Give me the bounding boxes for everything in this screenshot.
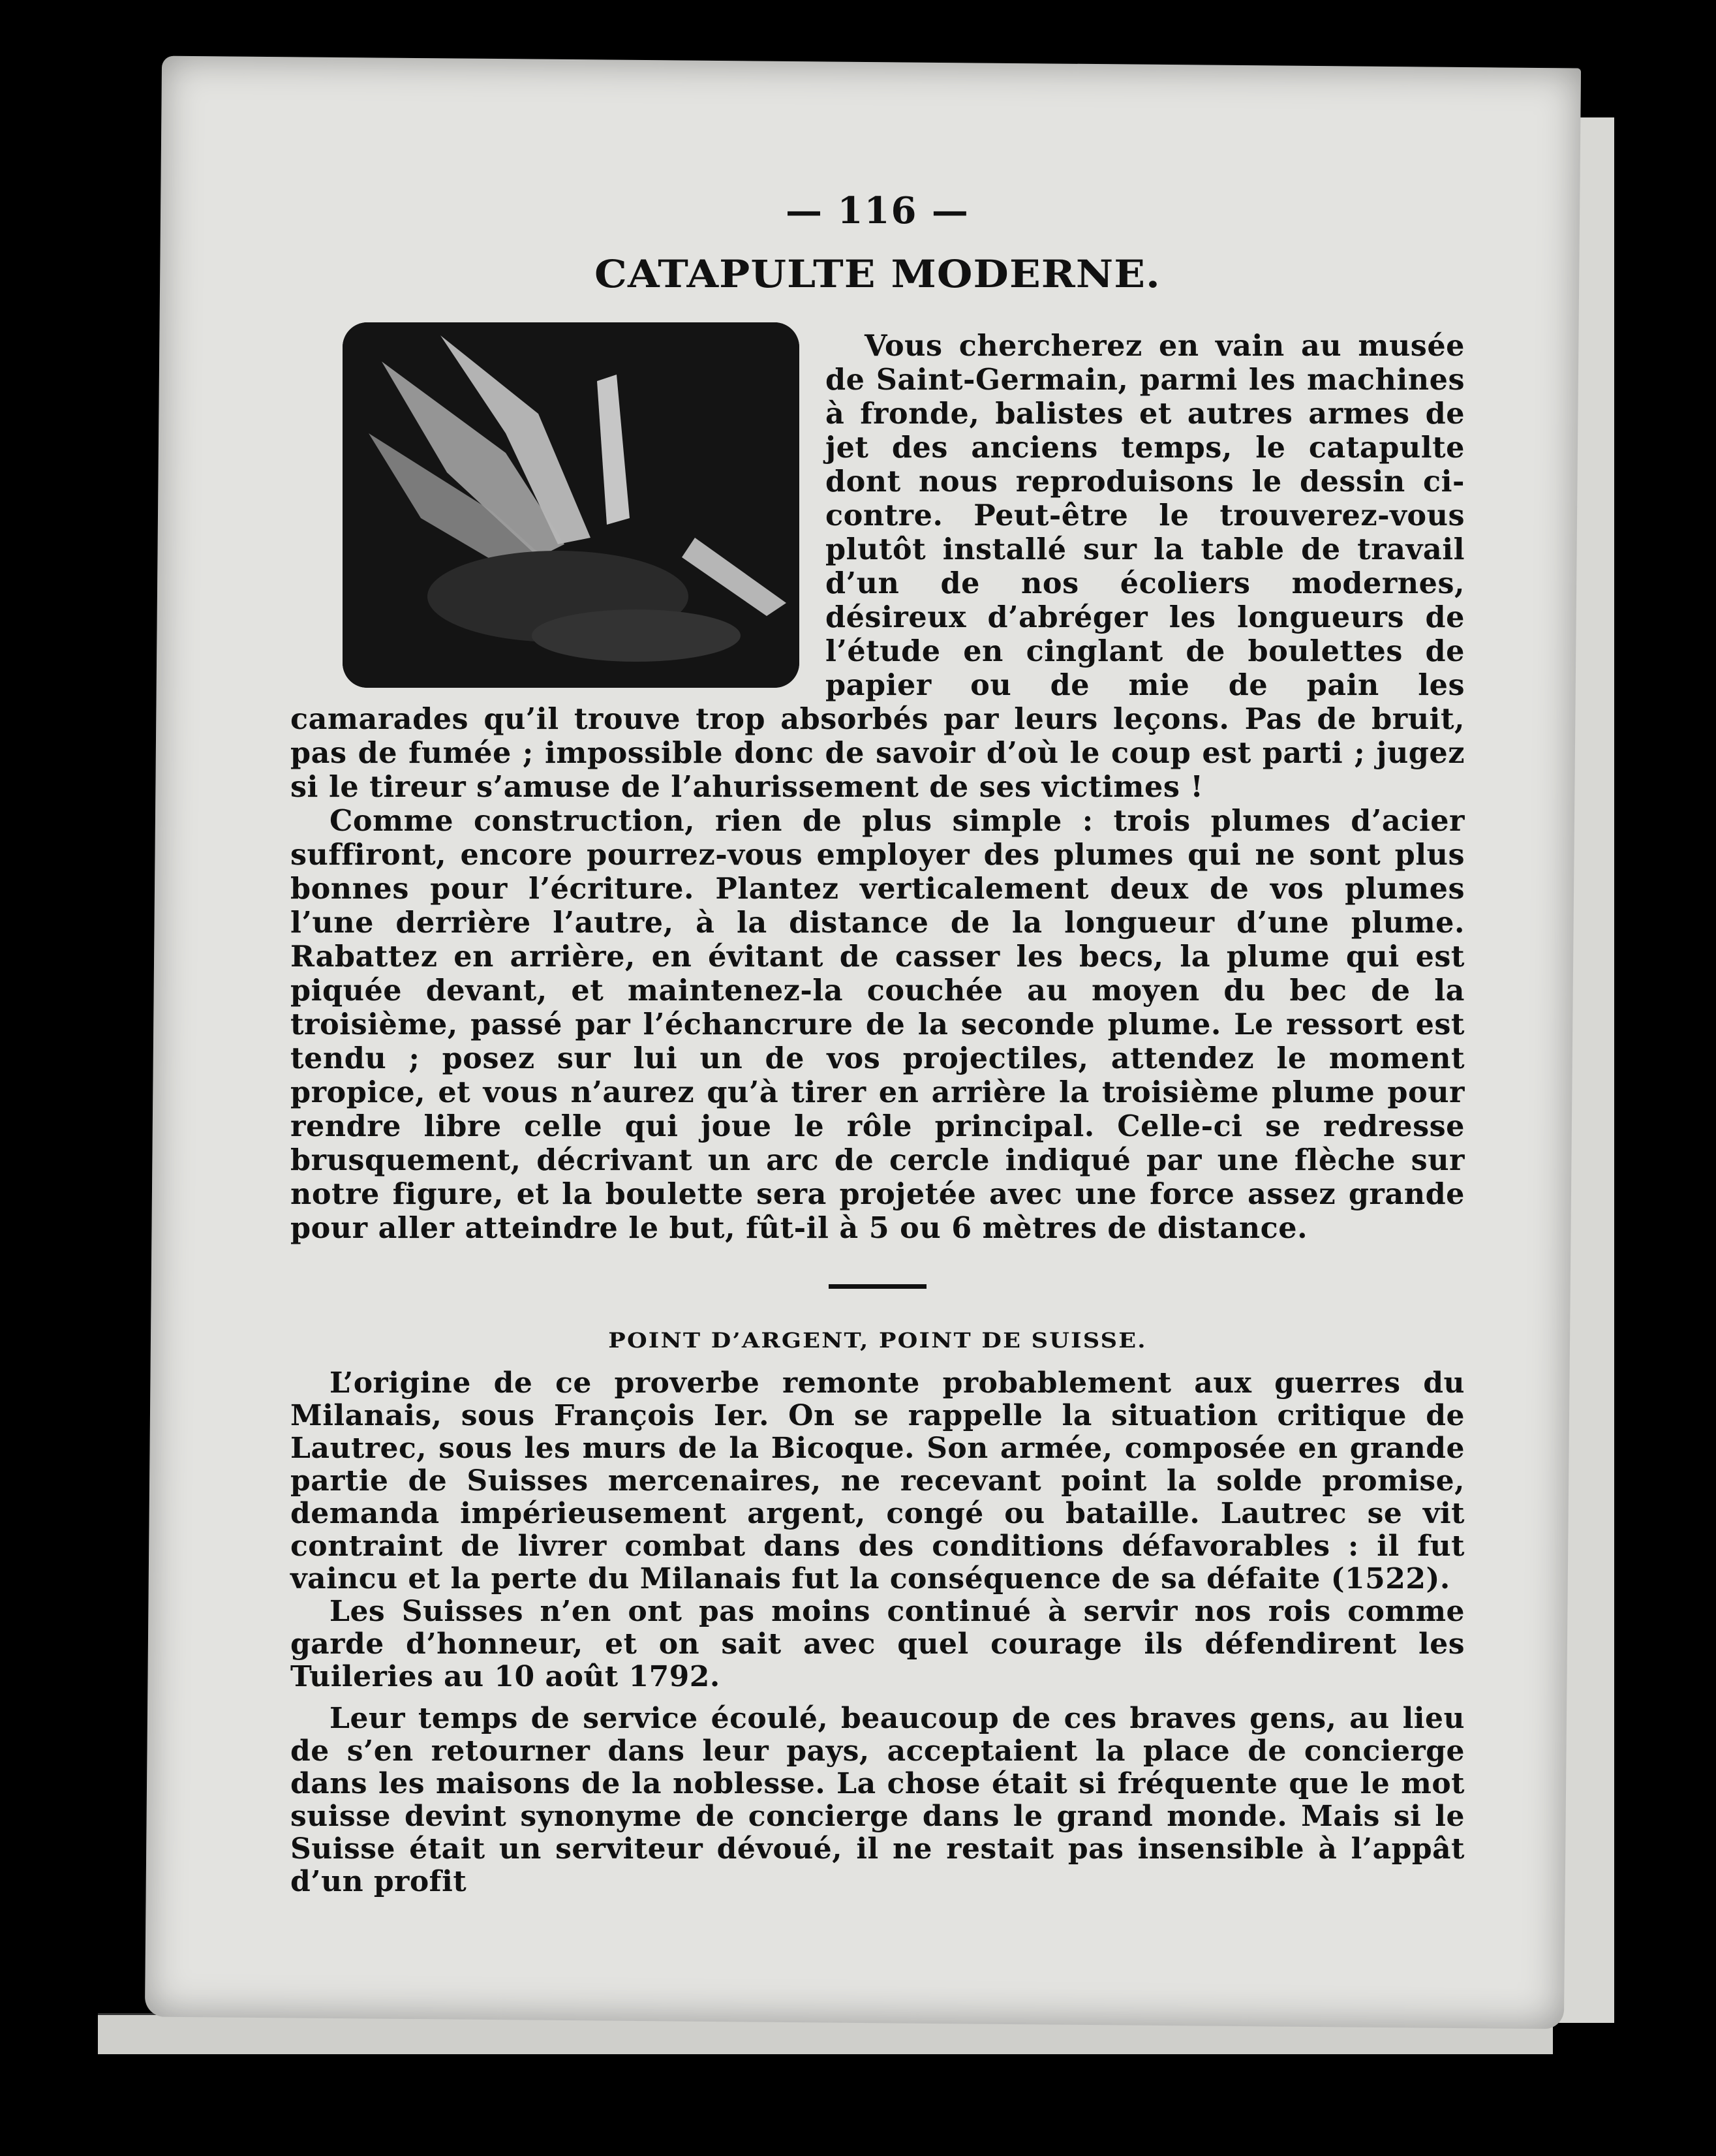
section-divider (829, 1284, 927, 1289)
article-paragraph: Vous chercherez en vain au musée de Saint-Germain, parmi les machines à fronde, balistes et autres armes de jet des anciens temps, le catapulte dont nous reproduisons le dessin ci-contre. Peut-être le trouverez-vous plutôt installé sur la table de travail d’un de nos écoliers modernes, désireux d’abréger les longueurs de l’étude en cinglant de boulettes de papier ou de mie de pain les camarades qu’il trouve trop absorbés par leurs leçons. Pas de bruit, pas de fumée ; impossible donc de savoir d’où le coup est parti ; jugez si le tireur s’amuse de l’ahurissement de ses victimes ! (290, 329, 1465, 804)
section-title: POINT D’ARGENT, POINT DE SUISSE. (608, 1328, 1147, 1353)
article-paragraph: Leur temps de service écoulé, beaucoup de ces braves gens, au lieu de s’en retourner dans leur pays, acceptaient la place de concierge dans les maisons de la noblesse. La chose était si fréquente que le mot suisse devint synonyme de concierge dans le grand monde. Mais si le Suisse était un serviteur dévoué, il ne restait pas insensible à l’appât d’un profit (290, 1702, 1465, 1898)
article-paragraph: L’origine de ce proverbe remonte probablement aux guerres du Milanais, sous François Ier. On se rappelle la situation critique de Lautrec, sous les murs de la Bicoque. Son armée, composée en grande partie de Suisses mercenaires, ne recevant point la solde promise, demanda impérieusement argent, congé ou bataille. Lautrec se vit contraint de livrer combat dans des conditions défavorables : il fut vaincu et la perte du Milanais fut la conséquence de sa défaite (1522). (290, 1366, 1465, 1595)
article-paragraph: Comme construction, rien de plus simple : trois plumes d’acier suffiront, encore pourrez-vous employer des plumes qui ne sont plus bonnes pour l’écriture. Plantez verticalement deux de vos plumes l’une derrière l’autre, à la distance de la longueur d’une plume. Rabattez en arrière, en évitant de casser les becs, la plume qui est piquée devant, et maintenez-la couchée au moyen du bec de la troisième, passé par l’échancrure de la seconde plume. Le ressort est tendu ; posez sur lui un de vos projectiles, attendez le moment propice, et vous n’aurez qu’à tirer en arrière la troisième plume pour rendre libre celle qui joue le rôle principal. Celle-ci se redresse brusquement, décrivant un arc de cercle indiqué par une flèche sur notre figure, et la boulette sera projetée avec une force assez grande pour aller atteindre le but, fût-il à 5 ou 6 mètres de distance. (290, 804, 1465, 1245)
catapult-illustration-icon (343, 322, 799, 688)
second-article (290, 1328, 1465, 1898)
article-title: CATAPULTE MODERNE. (594, 252, 1161, 296)
page-number: — 116 — (786, 189, 970, 232)
page-content (290, 189, 1465, 1898)
article-paragraph: Les Suisses n’en ont pas moins continué à servir nos rois comme garde d’honneur, et on sait avec quel courage ils défendirent les Tuileries au 10 août 1792. (290, 1595, 1465, 1693)
